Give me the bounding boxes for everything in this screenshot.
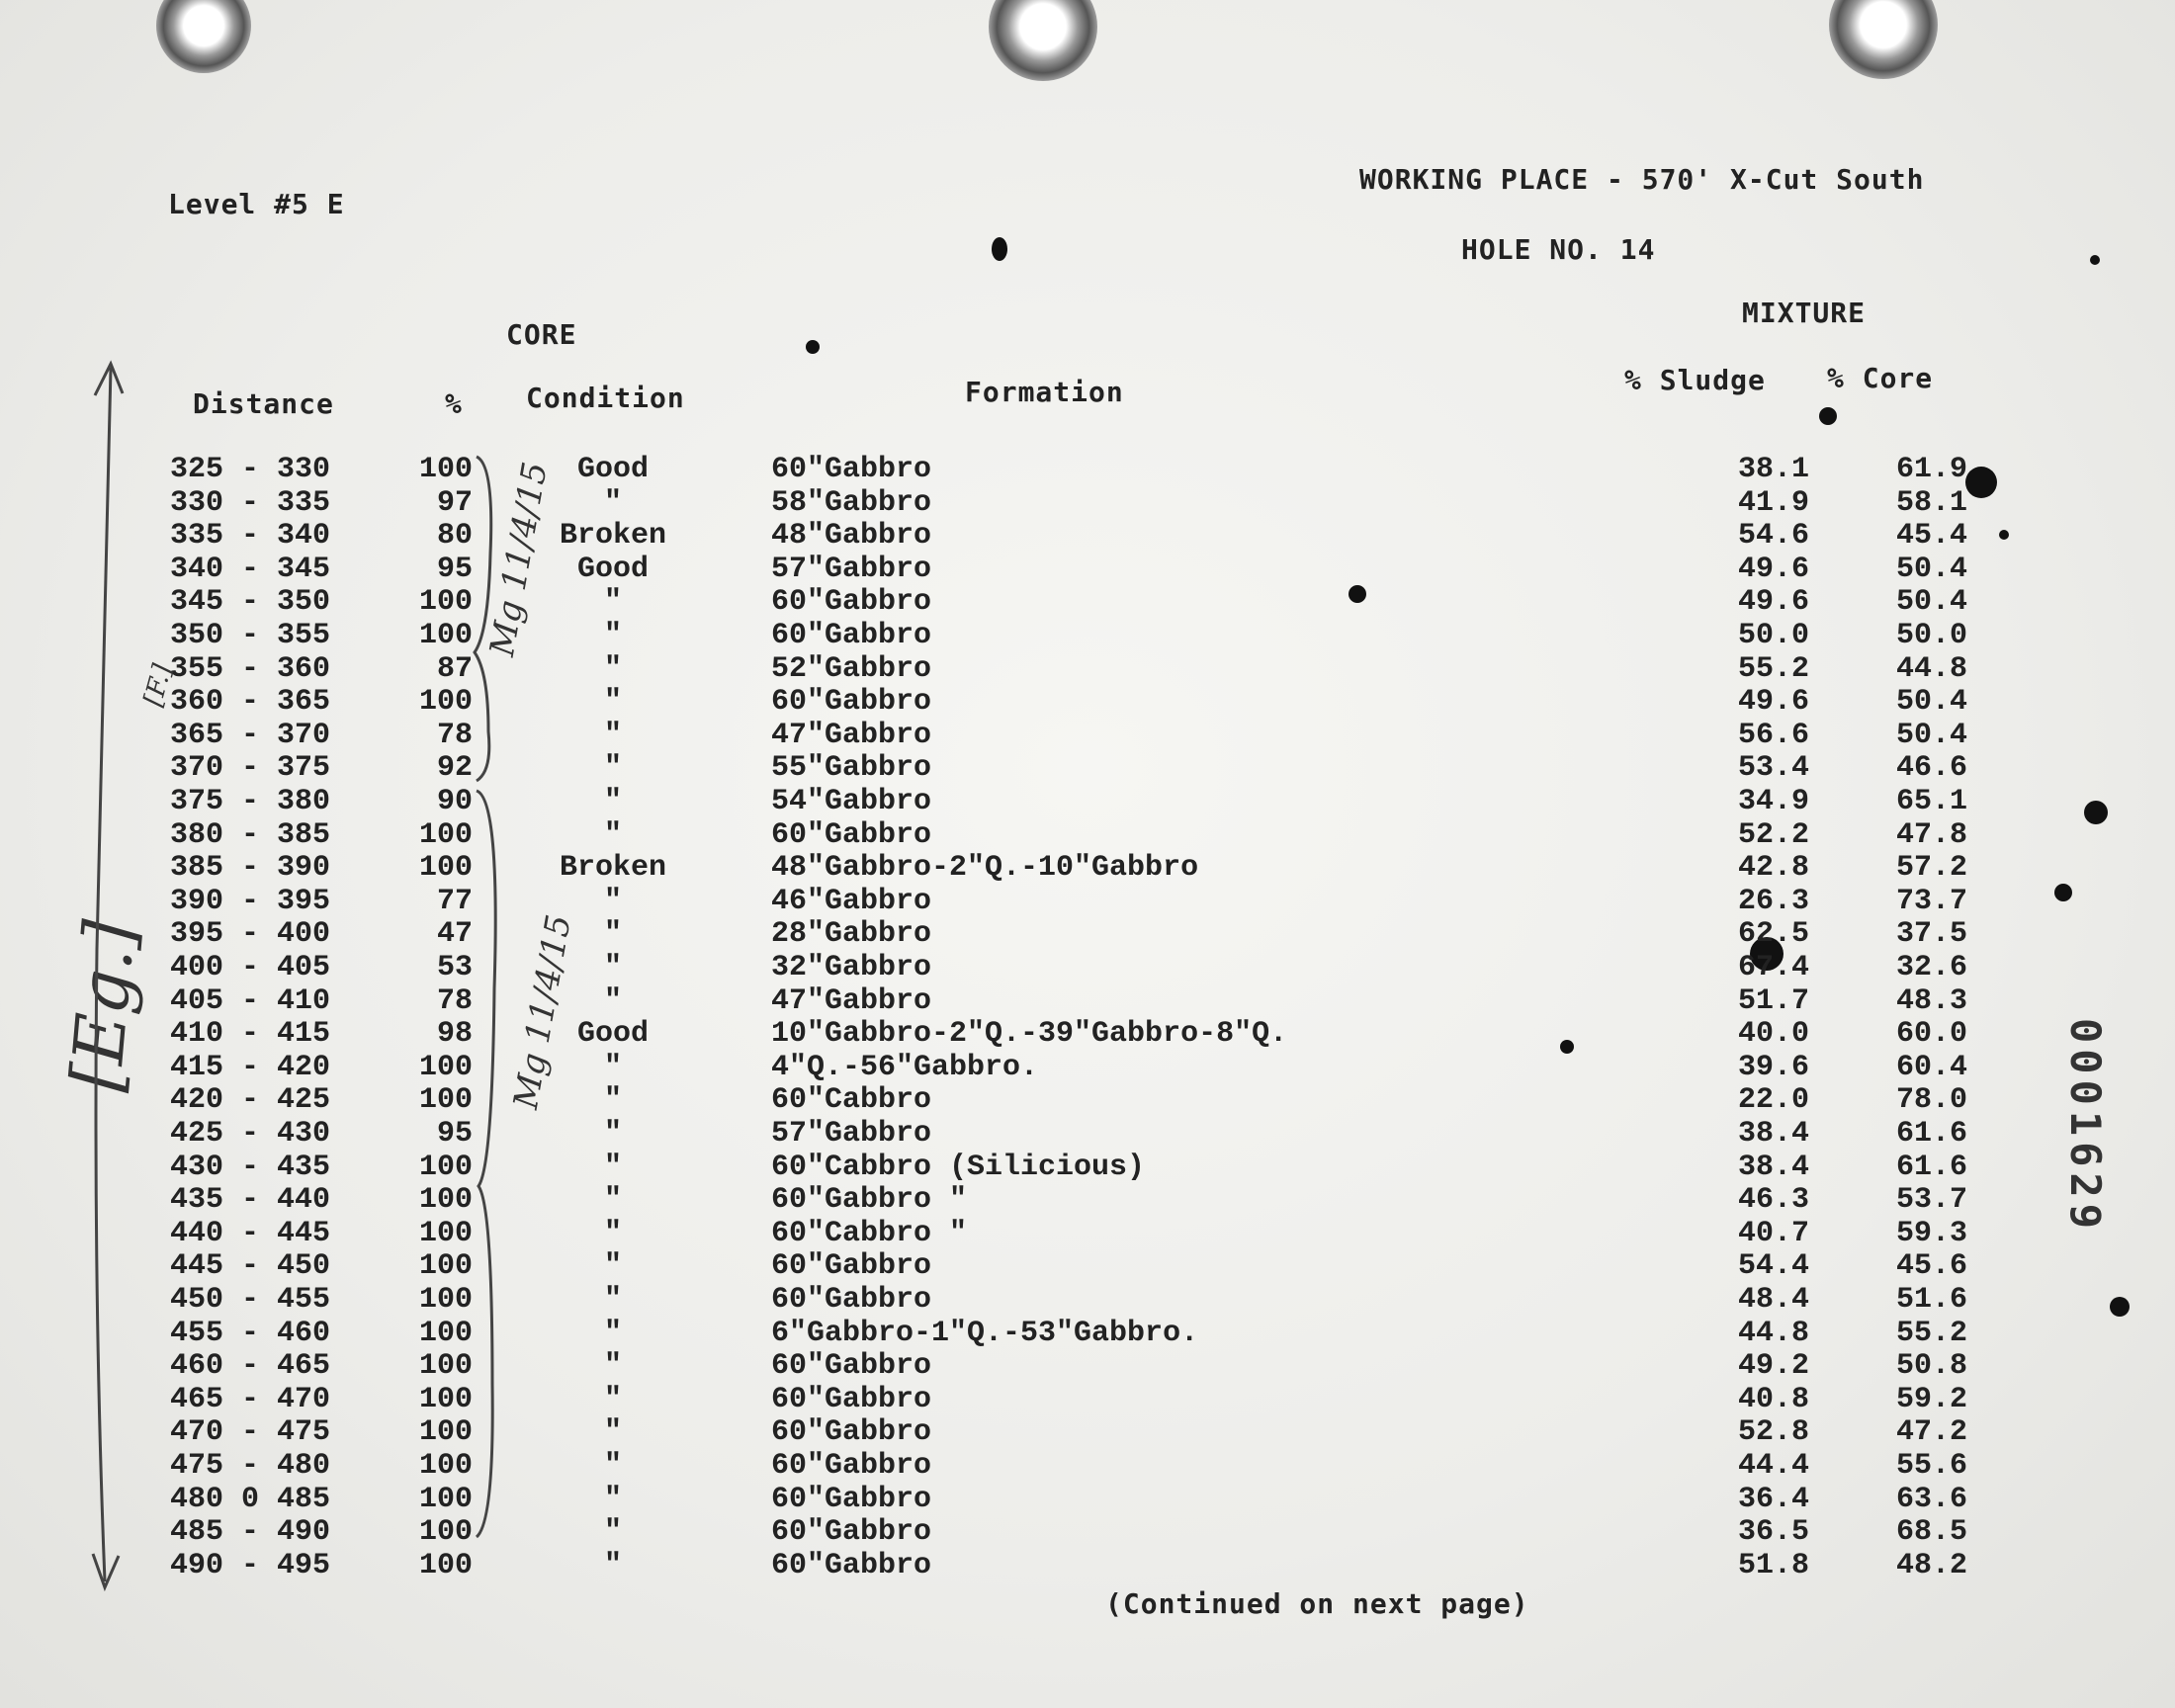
- sludge-percent-cell: 49.6: [1737, 685, 1809, 720]
- percent-cell: 78: [436, 718, 473, 752]
- percent-cell: 100: [418, 1083, 473, 1118]
- condition-cell: ": [603, 1283, 622, 1317]
- distance-cell: 420 - 425: [170, 1083, 331, 1118]
- core-percent-cell: 48.2: [1895, 1548, 1967, 1582]
- formation-cell: 57"Gabbro: [771, 552, 932, 586]
- distance-arrow-top-head: [95, 364, 123, 395]
- table-row: [0, 1317, 2175, 1350]
- condition-cell: ": [603, 1415, 622, 1450]
- formation-cell: 6"Gabbro-1"Q.-53"Gabbro.: [771, 1316, 1199, 1350]
- sludge-percent-cell: 48.4: [1737, 1283, 1809, 1317]
- table-row: [0, 1449, 2175, 1483]
- formation-cell: 47"Gabbro: [771, 718, 932, 752]
- table-row: [0, 1415, 2175, 1449]
- table-row: [0, 1083, 2175, 1117]
- core-percent-cell: 50.4: [1895, 585, 1967, 620]
- formation-cell: 57"Gabbro: [771, 1117, 932, 1151]
- distance-cell: 415 - 420: [170, 1050, 331, 1084]
- distance-cell: 445 - 450: [170, 1249, 331, 1284]
- distance-cell: 455 - 460: [170, 1316, 331, 1350]
- core-percent-cell: 61.9: [1895, 453, 1967, 486]
- distance-cell: 470 - 475: [170, 1415, 331, 1450]
- formation-cell: 32"Gabbro: [771, 951, 932, 984]
- handwritten-initials-upper: Mg 11/4/15: [482, 459, 556, 659]
- sludge-percent-cell: 49.6: [1737, 552, 1809, 586]
- core-percent-cell: 48.3: [1895, 983, 1967, 1018]
- sludge-percent-cell: 49.2: [1737, 1349, 1809, 1384]
- formation-cell: 10"Gabbro-2"Q.-39"Gabbro-8"Q.: [771, 1017, 1288, 1052]
- mixture-group-header: MIXTURE: [1742, 297, 1867, 329]
- distance-cell: 460 - 465: [170, 1349, 331, 1384]
- core-percent-cell: 61.6: [1895, 1117, 1967, 1151]
- formation-cell: 60"Gabbro: [771, 1482, 932, 1516]
- distance-cell: 325 - 330: [170, 453, 331, 486]
- distance-cell: 425 - 430: [170, 1117, 331, 1151]
- sludge-percent-cell: 40.0: [1737, 1017, 1809, 1052]
- percent-cell: 92: [436, 751, 473, 786]
- percent-cell: 97: [436, 485, 473, 520]
- condition-cell: ": [603, 1382, 622, 1416]
- table-row: [0, 1515, 2175, 1549]
- sludge-percent-cell: 52.2: [1737, 817, 1809, 852]
- sludge-header: % Sludge: [1624, 364, 1766, 396]
- core-percent-cell: 55.6: [1895, 1449, 1967, 1483]
- percent-cell: 100: [418, 453, 473, 486]
- distance-cell: 345 - 350: [170, 585, 331, 620]
- percent-cell: 100: [418, 1415, 473, 1450]
- sludge-percent-cell: 44.4: [1737, 1449, 1809, 1483]
- formation-cell: 60"Gabbro: [771, 1249, 932, 1284]
- table-row: [0, 1483, 2175, 1516]
- table-row: [0, 917, 2175, 951]
- core-group-header: CORE: [506, 318, 577, 351]
- distance-header: Distance: [193, 387, 334, 420]
- percent-cell: 100: [418, 1515, 473, 1550]
- ink-speck: [2090, 255, 2100, 265]
- core-percent-cell: 50.4: [1895, 685, 1967, 720]
- formation-cell: 54"Gabbro: [771, 785, 932, 818]
- formation-cell: 48"Gabbro: [771, 519, 932, 554]
- table-row: [0, 751, 2175, 785]
- condition-cell: ": [603, 1548, 622, 1582]
- sludge-percent-cell: 40.8: [1737, 1382, 1809, 1416]
- percent-cell: 100: [418, 1449, 473, 1483]
- sludge-percent-cell: 42.8: [1737, 851, 1809, 886]
- table-row: [0, 685, 2175, 719]
- percent-cell: 100: [418, 1150, 473, 1184]
- formation-cell: 60"Gabbro: [771, 1283, 932, 1317]
- percent-cell: 100: [418, 817, 473, 852]
- distance-cell: 370 - 375: [170, 751, 331, 786]
- sludge-percent-cell: 55.2: [1737, 651, 1809, 686]
- distance-cell: 430 - 435: [170, 1150, 331, 1184]
- handwritten-side-note-small: [F.]: [138, 660, 178, 710]
- distance-cell: 380 - 385: [170, 817, 331, 852]
- condition-cell: Broken: [559, 519, 667, 554]
- table-row: [0, 1383, 2175, 1416]
- formation-cell: 48"Gabbro-2"Q.-10"Gabbro: [771, 851, 1199, 886]
- table-row: [0, 818, 2175, 852]
- percent-cell: 100: [418, 1548, 473, 1582]
- percent-cell: 47: [436, 917, 473, 952]
- sludge-percent-cell: 46.3: [1737, 1183, 1809, 1218]
- sludge-percent-cell: 36.4: [1737, 1482, 1809, 1516]
- sludge-percent-cell: 67.4: [1737, 951, 1809, 984]
- ink-speck: [992, 237, 1007, 261]
- condition-cell: ": [603, 751, 622, 786]
- distance-cell: 465 - 470: [170, 1382, 331, 1416]
- table-row: [0, 553, 2175, 586]
- distance-cell: 395 - 400: [170, 917, 331, 952]
- condition-cell: ": [603, 585, 622, 620]
- table-row: [0, 1249, 2175, 1283]
- distance-cell: 475 - 480: [170, 1449, 331, 1483]
- core-percent-cell: 32.6: [1895, 951, 1967, 984]
- distance-cell: 360 - 365: [170, 685, 331, 720]
- distance-cell: 330 - 335: [170, 485, 331, 520]
- core-percent-cell: 45.6: [1895, 1249, 1967, 1284]
- table-row: [0, 1117, 2175, 1151]
- distance-cell: 405 - 410: [170, 983, 331, 1018]
- condition-cell: ": [603, 1449, 622, 1483]
- core-percent-cell: 50.4: [1895, 552, 1967, 586]
- distance-cell: 485 - 490: [170, 1515, 331, 1550]
- core-percent-cell: 63.6: [1895, 1482, 1967, 1516]
- condition-cell: Broken: [559, 851, 667, 886]
- working-place-label: WORKING PLACE - 570' X-Cut South: [1359, 163, 1925, 196]
- punch-hole-right: [1829, 0, 1938, 79]
- core-percent-cell: 60.0: [1895, 1017, 1967, 1052]
- percent-cell: 95: [436, 552, 473, 586]
- condition-cell: ": [603, 718, 622, 752]
- sludge-percent-cell: 26.3: [1737, 884, 1809, 918]
- percent-cell: 100: [418, 1249, 473, 1284]
- formation-cell: 60"Gabbro: [771, 1515, 932, 1550]
- formation-cell: 60"Cabbro (Silicious): [771, 1150, 1146, 1184]
- sludge-percent-cell: 62.5: [1737, 917, 1809, 952]
- condition-header: Condition: [526, 382, 685, 414]
- distance-cell: 400 - 405: [170, 951, 331, 984]
- formation-cell: 60"Gabbro: [771, 817, 932, 852]
- condition-cell: ": [603, 817, 622, 852]
- core-percent-cell: 57.2: [1895, 851, 1967, 886]
- punch-hole-center: [989, 0, 1097, 81]
- formation-cell: 46"Gabbro: [771, 884, 932, 918]
- table-row: [0, 1549, 2175, 1582]
- distance-cell: 335 - 340: [170, 519, 331, 554]
- sludge-percent-cell: 22.0: [1737, 1083, 1809, 1118]
- table-row: [0, 585, 2175, 619]
- condition-cell: ": [603, 685, 622, 720]
- condition-cell: ": [603, 1183, 622, 1218]
- percent-cell: 100: [418, 1382, 473, 1416]
- distance-cell: 385 - 390: [170, 851, 331, 886]
- distance-cell: 350 - 355: [170, 619, 331, 652]
- table-row: [0, 652, 2175, 686]
- percent-cell: 100: [418, 685, 473, 720]
- table-row: [0, 1217, 2175, 1250]
- table-row: [0, 951, 2175, 984]
- core-percent-cell: 73.7: [1895, 884, 1967, 918]
- table-row: [0, 1151, 2175, 1184]
- core-percent-cell: 51.6: [1895, 1283, 1967, 1317]
- distance-cell: 410 - 415: [170, 1017, 331, 1052]
- formation-cell: 4"Q.-56"Gabbro.: [771, 1050, 1039, 1084]
- continued-note: (Continued on next page): [1105, 1587, 1529, 1620]
- formation-cell: 60"Gabbro: [771, 585, 932, 620]
- core-percent-cell: 61.6: [1895, 1150, 1967, 1184]
- sludge-percent-cell: 41.9: [1737, 485, 1809, 520]
- percent-cell: 100: [418, 1183, 473, 1218]
- condition-cell: ": [603, 651, 622, 686]
- formation-cell: 55"Gabbro: [771, 751, 932, 786]
- percent-cell: 100: [418, 1050, 473, 1084]
- table-row: [0, 1017, 2175, 1051]
- formation-cell: 52"Gabbro: [771, 651, 932, 686]
- condition-cell: ": [603, 983, 622, 1018]
- sludge-percent-cell: 36.5: [1737, 1515, 1809, 1550]
- distance-cell: 490 - 495: [170, 1548, 331, 1582]
- condition-cell: ": [603, 1216, 622, 1250]
- core-percent-cell: 44.8: [1895, 651, 1967, 686]
- ink-speck: [1819, 407, 1837, 425]
- formation-cell: 60"Gabbro ": [771, 1183, 968, 1218]
- condition-cell: Good: [576, 1017, 649, 1052]
- distance-cell: 440 - 445: [170, 1216, 331, 1250]
- formation-cell: 60"Gabbro: [771, 1382, 932, 1416]
- table-row: [0, 1283, 2175, 1317]
- distance-cell: 355 - 360: [170, 651, 331, 686]
- table-row: [0, 984, 2175, 1018]
- condition-cell: Good: [576, 552, 649, 586]
- core-percent-cell: 58.1: [1895, 485, 1967, 520]
- sludge-percent-cell: 52.8: [1737, 1415, 1809, 1450]
- table-row: [0, 519, 2175, 553]
- percent-header: %: [445, 387, 463, 420]
- sludge-percent-cell: 38.4: [1737, 1117, 1809, 1151]
- table-row: [0, 1349, 2175, 1383]
- distance-cell: 390 - 395: [170, 884, 331, 918]
- percent-cell: 100: [418, 1283, 473, 1317]
- table-row: [0, 885, 2175, 918]
- level-label: Level #5 E: [168, 188, 345, 220]
- core-percent-cell: 59.2: [1895, 1382, 1967, 1416]
- core-header: % Core: [1827, 362, 1934, 394]
- sludge-percent-cell: 53.4: [1737, 751, 1809, 786]
- core-percent-cell: 47.8: [1895, 817, 1967, 852]
- table-row: [0, 619, 2175, 652]
- table-row: [0, 453, 2175, 486]
- condition-cell: ": [603, 951, 622, 984]
- table-row: [0, 785, 2175, 818]
- distance-cell: 435 - 440: [170, 1183, 331, 1218]
- table-row: [0, 486, 2175, 520]
- percent-cell: 100: [418, 851, 473, 886]
- condition-cell: ": [603, 485, 622, 520]
- sludge-percent-cell: 51.8: [1737, 1548, 1809, 1582]
- sludge-percent-cell: 34.9: [1737, 785, 1809, 818]
- core-percent-cell: 65.1: [1895, 785, 1967, 818]
- sludge-percent-cell: 49.6: [1737, 585, 1809, 620]
- formation-cell: 60"Gabbro: [771, 1449, 932, 1483]
- core-percent-cell: 50.4: [1895, 718, 1967, 752]
- percent-cell: 100: [418, 1316, 473, 1350]
- sludge-percent-cell: 54.6: [1737, 519, 1809, 554]
- formation-cell: 58"Gabbro: [771, 485, 932, 520]
- condition-cell: ": [603, 1349, 622, 1384]
- condition-cell: ": [603, 1083, 622, 1118]
- percent-cell: 80: [436, 519, 473, 554]
- percent-cell: 78: [436, 983, 473, 1018]
- distance-cell: 365 - 370: [170, 718, 331, 752]
- percent-cell: 100: [418, 585, 473, 620]
- condition-cell: ": [603, 785, 622, 818]
- condition-cell: ": [603, 1117, 622, 1151]
- punch-hole-left: [156, 0, 251, 73]
- core-percent-cell: 78.0: [1895, 1083, 1967, 1118]
- percent-cell: 90: [436, 785, 473, 818]
- sludge-percent-cell: 44.8: [1737, 1316, 1809, 1350]
- distance-cell: 340 - 345: [170, 552, 331, 586]
- distance-cell: 450 - 455: [170, 1283, 331, 1317]
- distance-cell: 480 0 485: [170, 1482, 331, 1516]
- percent-cell: 95: [436, 1117, 473, 1151]
- sludge-percent-cell: 38.1: [1737, 453, 1809, 486]
- table-row: [0, 851, 2175, 885]
- sludge-percent-cell: 51.7: [1737, 983, 1809, 1018]
- condition-cell: ": [603, 1150, 622, 1184]
- table-row: [0, 719, 2175, 752]
- condition-cell: ": [603, 917, 622, 952]
- formation-cell: 60"Gabbro: [771, 685, 932, 720]
- percent-cell: 87: [436, 651, 473, 686]
- formation-cell: 60"Gabbro: [771, 453, 932, 486]
- formation-cell: 60"Gabbro: [771, 1548, 932, 1582]
- core-percent-cell: 59.3: [1895, 1216, 1967, 1250]
- formation-cell: 60"Gabbro: [771, 619, 932, 652]
- formation-cell: 60"Gabbro: [771, 1415, 932, 1450]
- condition-cell: ": [603, 884, 622, 918]
- percent-cell: 98: [436, 1017, 473, 1052]
- core-percent-cell: 50.8: [1895, 1349, 1967, 1384]
- percent-cell: 53: [436, 951, 473, 984]
- percent-cell: 100: [418, 1216, 473, 1250]
- sludge-percent-cell: 56.6: [1737, 718, 1809, 752]
- formation-cell: 60"Cabbro: [771, 1083, 932, 1118]
- percent-cell: 100: [418, 1349, 473, 1384]
- handwritten-side-note-large: [Eg.]: [55, 916, 151, 1095]
- sludge-percent-cell: 40.7: [1737, 1216, 1809, 1250]
- core-percent-cell: 45.4: [1895, 519, 1967, 554]
- formation-cell: 47"Gabbro: [771, 983, 932, 1018]
- core-percent-cell: 47.2: [1895, 1415, 1967, 1450]
- hole-number-label: HOLE NO. 14: [1461, 233, 1656, 266]
- condition-cell: ": [603, 619, 622, 652]
- condition-cell: Good: [576, 453, 649, 486]
- ink-speck: [806, 340, 820, 354]
- core-percent-cell: 60.4: [1895, 1050, 1967, 1084]
- document-stamp-number: 0001629: [2061, 1018, 2110, 1236]
- sludge-percent-cell: 38.4: [1737, 1150, 1809, 1184]
- sludge-percent-cell: 39.6: [1737, 1050, 1809, 1084]
- handwritten-initials-lower: Mg 11/4/15: [506, 911, 579, 1112]
- sludge-percent-cell: 50.0: [1737, 619, 1809, 652]
- condition-cell: ": [603, 1249, 622, 1284]
- core-percent-cell: 50.0: [1895, 619, 1967, 652]
- percent-cell: 100: [418, 619, 473, 652]
- percent-cell: 100: [418, 1482, 473, 1516]
- core-percent-cell: 68.5: [1895, 1515, 1967, 1550]
- condition-cell: ": [603, 1482, 622, 1516]
- table-row: [0, 1183, 2175, 1217]
- table-row: [0, 1051, 2175, 1084]
- core-percent-cell: 46.6: [1895, 751, 1967, 786]
- core-percent-cell: 55.2: [1895, 1316, 1967, 1350]
- formation-cell: 60"Gabbro: [771, 1349, 932, 1384]
- formation-cell: 60"Cabbro ": [771, 1216, 968, 1250]
- core-percent-cell: 37.5: [1895, 917, 1967, 952]
- distance-cell: 375 - 380: [170, 785, 331, 818]
- percent-cell: 77: [436, 884, 473, 918]
- condition-cell: ": [603, 1316, 622, 1350]
- core-percent-cell: 53.7: [1895, 1183, 1967, 1218]
- formation-cell: 28"Gabbro: [771, 917, 932, 952]
- sludge-percent-cell: 54.4: [1737, 1249, 1809, 1284]
- formation-header: Formation: [965, 376, 1124, 408]
- condition-cell: ": [603, 1515, 622, 1550]
- condition-cell: ": [603, 1050, 622, 1084]
